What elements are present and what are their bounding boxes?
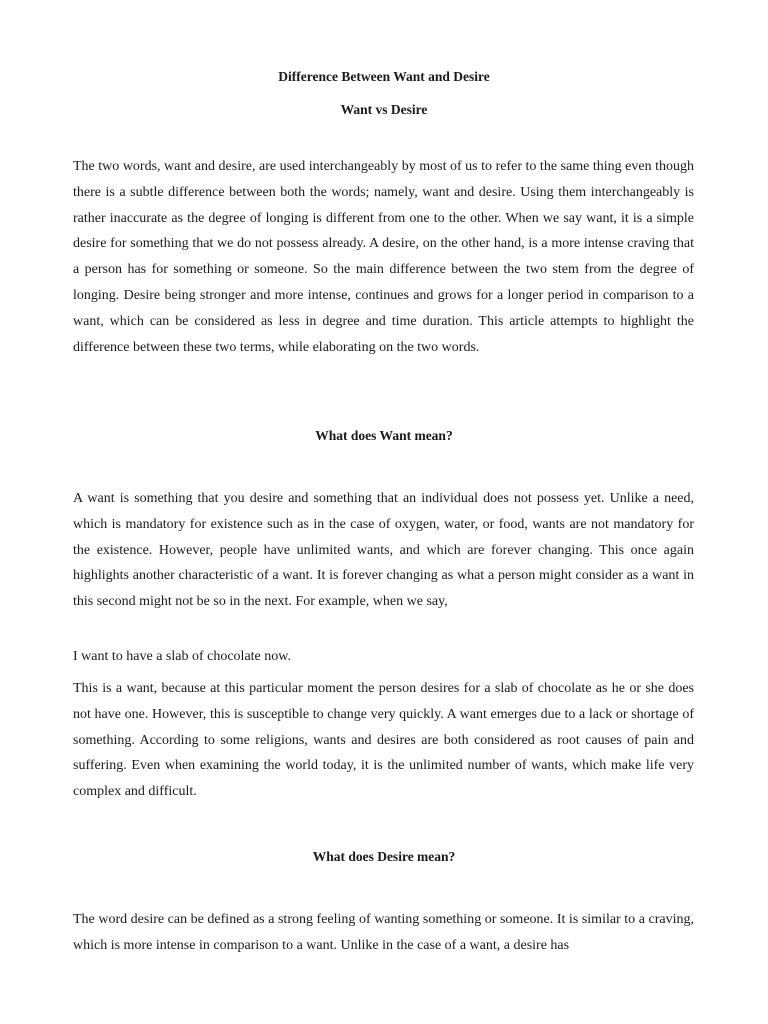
desire-paragraph-1: The word desire can be defined as a strong feeling of wanting something or someone. It is similar to a craving, which is more intense in comparison to a want. Unlike in the case of a want, a desire has	[73, 912, 694, 953]
want-example-sentence: I want to have a slab of chocolate now.	[73, 649, 291, 664]
intro-paragraph: The two words, want and desire, are used interchangeably by most of us to refer to the same thing even though there is a subtle difference between both the words; namely, want and desire. Using them interchangeably is rather inaccurate as the degree of longing is different from one to the other. When we say want, it is a simple desire for something that we do not possess already. A desire, on the other hand, is a more intense craving that a person has for something or someone. So the main difference between the two stem from the degree of longing. Desire being stronger and more intense, continues and grows for a longer period in comparison to a want, which can be considered as less in degree and time duration. This article attempts to highlight the difference between these two terms, while elaborating on the two words.	[73, 159, 694, 355]
want-paragraph-1: A want is something that you desire and something that an individual does not possess yet. Unlike a need, which is mandatory for existence such as in the case of oxygen, water, or food, wants are not mandatory for the existence. However, people have unlimited wants, and which are forever changing. This once again highlights another characteristic of a want. It is forever changing as what a person might consider as a want in this second might not be so in the next. For example, when we say,	[73, 491, 694, 610]
section-heading-want: What does Want mean?	[315, 428, 453, 443]
want-paragraph-2: This is a want, because at this particular moment the person desires for a slab of chocolate as he or she does not have one. However, this is susceptible to change very quickly. A want emerges due to a lack or shortage of something. According to some religions, wants and desires are both considered as root causes of pain and suffering. Even when examining the world today, it is the unlimited number of wants, which make life very complex and difficult.	[73, 681, 694, 800]
document-title: Difference Between Want and Desire	[278, 69, 490, 84]
section-heading-desire: What does Desire mean?	[312, 849, 456, 864]
document-subtitle: Want vs Desire	[340, 102, 428, 117]
